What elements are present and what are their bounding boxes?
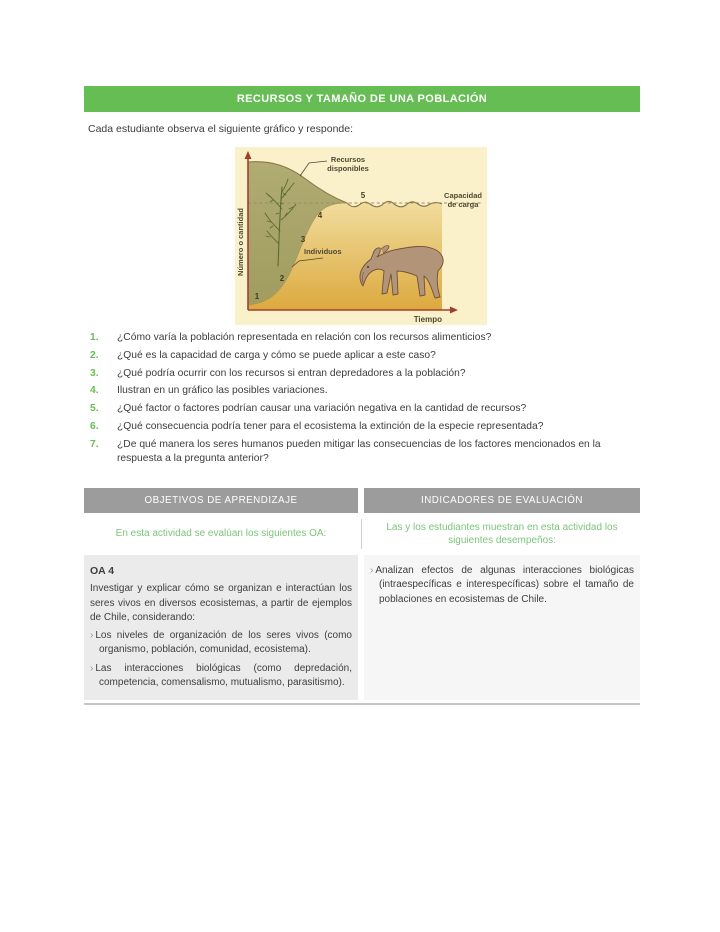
question-number: 3.	[90, 367, 99, 379]
indicator-bullet-item	[370, 564, 634, 607]
chevron-bullet-icon: ›	[90, 630, 94, 642]
oa-code: OA 4	[90, 565, 115, 577]
question-number: 1.	[90, 332, 99, 343]
question-text: ¿Qué es la capacidad de carga y cómo se puede aplicar a este caso?	[117, 349, 436, 361]
chevron-bullet-icon: ›	[370, 565, 374, 576]
question-number: 6.	[90, 420, 99, 432]
table-header-objectives: OBJETIVOS DE APRENDIZAJE	[84, 488, 358, 513]
subheader-objectives: En esta actividad se evalúan los siguientes OA:	[84, 515, 358, 553]
population-chart	[235, 147, 487, 325]
population-chart-svg	[235, 147, 487, 325]
question-item	[90, 420, 641, 434]
question-text: ¿Qué podría ocurrir con los recursos si entran depredadores a la población?	[117, 367, 466, 379]
question-item	[90, 349, 641, 363]
question-number: 2.	[90, 349, 99, 361]
capacity-label-line2: de carga	[447, 200, 479, 209]
curve-marker-4: 4	[317, 211, 323, 220]
curve-marker-2: 2	[279, 274, 285, 283]
question-item	[90, 367, 641, 381]
table-header-row	[84, 488, 640, 513]
curve-marker-3: 3	[300, 235, 306, 244]
question-text: ¿Cómo varía la población representada en relación con los recursos alimenticios?	[117, 332, 492, 343]
objectives-cell	[84, 555, 358, 700]
intro-text: Cada estudiante observa el siguiente gráfico y responde:	[88, 123, 354, 135]
question-number: 7.	[90, 438, 99, 450]
question-item	[90, 438, 641, 466]
indicators-cell	[364, 555, 640, 700]
question-item	[90, 402, 641, 416]
oa-bullet-text: Los niveles de organización de los seres vivos (como organismo, población, comunidad, ecosistema).	[95, 630, 352, 656]
question-text: Ilustran en un gráfico las posibles variaciones.	[117, 385, 328, 397]
oa-bullet-item	[90, 629, 352, 658]
resources-label-line1: Recursos	[330, 155, 366, 164]
chevron-bullet-icon: ›	[90, 662, 94, 674]
y-axis-label: Número o cantidad	[236, 208, 245, 276]
individuals-label: Individuos	[304, 247, 342, 256]
indicator-bullet-text: Analizan efectos de algunas interacciones biológicas (intraespecíficas e interespecíficas) sobre el tamaño de poblaciones en ecosistemas de Chile.	[375, 565, 634, 605]
question-list	[90, 331, 641, 470]
question-item	[90, 384, 641, 398]
question-number: 5.	[90, 403, 99, 415]
question-number: 4.	[90, 385, 99, 397]
table-body-row	[84, 555, 640, 700]
question-item	[90, 331, 641, 345]
curve-marker-5: 5	[360, 191, 366, 200]
oa-table	[84, 488, 640, 705]
oa-description: Investigar y explicar cómo se organizan e interactúan los seres vivos en diversos ecosistemas, a partir de ejemplos de Chile, considerando:	[90, 583, 352, 623]
question-text: ¿Qué factor o factores podrían causar una variación negativa en la cantidad de recursos?	[117, 403, 527, 415]
x-axis-label: Tiempo	[413, 315, 442, 324]
table-bottom-rule	[84, 703, 640, 705]
oa-bullet-text: Las interacciones biológicas (como depredación, competencia, comensalismo, mutualismo, parasitismo).	[95, 662, 352, 689]
section-title-bar	[84, 86, 640, 112]
table-subheader-row	[84, 515, 640, 553]
resources-label-line2: disponibles	[327, 164, 369, 173]
curve-marker-1: 1	[254, 292, 260, 301]
question-text: ¿De qué manera los seres humanos pueden mitigar las consecuencias de los factores mencionados en la respuesta a la pregunta anterior?	[117, 438, 601, 464]
capacity-label-line1: Capacidad	[444, 191, 482, 200]
section-title: RECURSOS Y TAMAÑO DE UNA POBLACIÓN	[236, 93, 488, 105]
oa-bullet-item	[90, 662, 352, 691]
table-header-indicators: INDICADORES DE EVALUACIÓN	[364, 488, 640, 513]
subheader-indicators: Las y los estudiantes muestran en esta actividad los siguientes desempeños:	[364, 515, 640, 553]
question-text: ¿Qué consecuencia podría tener para el ecosistema la extinción de la especie representada?	[117, 420, 544, 432]
